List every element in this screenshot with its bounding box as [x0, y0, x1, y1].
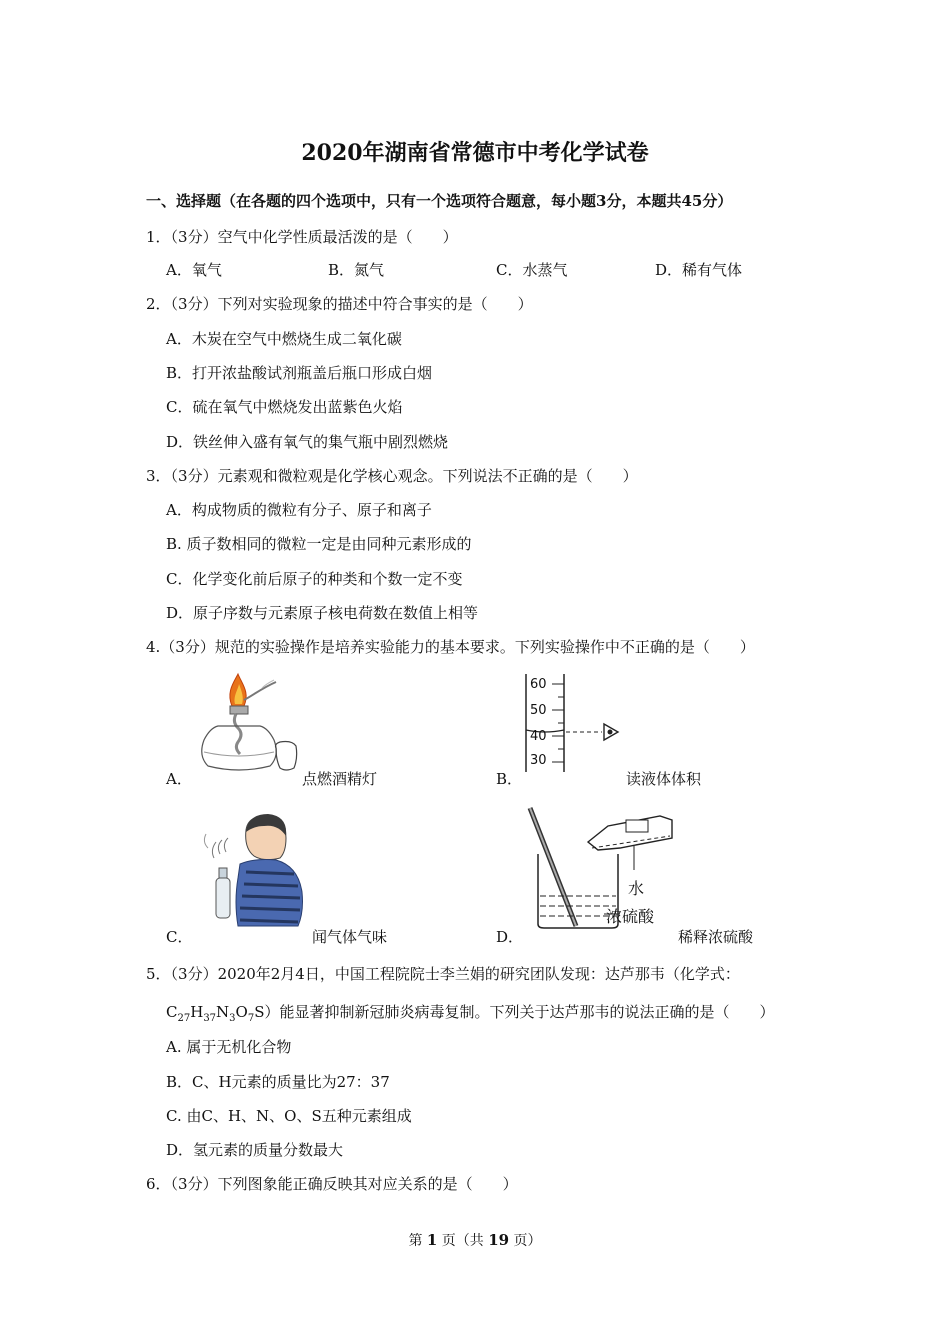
darunavir-formula: $C_{27}H_{37}N_3O_7S$ — [166, 1003, 265, 1024]
question-1-option-c: C．水蒸气 — [496, 261, 568, 279]
question-5-stem-line-2: $C_{27}H_{37}N_3O_7S$）能显著抑制新冠肺炎病毒复制。下列关于达芦那韦的说法正确的是（ ） — [166, 1003, 775, 1024]
cylinder-tick-60: 60 — [530, 677, 547, 692]
page-footer: 第 1 页（共 19 页） — [408, 1231, 542, 1249]
question-4-option-d-caption: 稀释浓硫酸 — [678, 928, 754, 946]
question-1-option-a: A．氧气 — [166, 261, 222, 279]
section-heading: 一、选择题（在各题的四个选项中，只有一个选项符合题意，每小题3分，本题共45分） — [146, 192, 733, 210]
dilute-acid-figure — [520, 806, 680, 930]
question-5-option-a: A. 属于无机化合物 — [166, 1038, 292, 1056]
question-2-option-a: A．木炭在空气中燃烧生成二氧化碳 — [166, 330, 402, 348]
question-3-option-a: A．构成物质的微粒有分子、原子和离子 — [166, 501, 432, 519]
question-4-option-b-caption: 读液体体积 — [626, 770, 702, 788]
question-1-stem: 1．（3分）空气中化学性质最活泼的是（ ） — [146, 228, 458, 246]
cylinder-tick-40: 40 — [530, 729, 547, 744]
page-total: 19 — [488, 1231, 510, 1249]
question-5-stem: 5．（3分）2020年2月4日，中国工程院院士李兰娟的研究团队发现：达芦那韦（化学式： — [146, 965, 740, 983]
question-4-option-c-letter: C． — [166, 928, 193, 946]
page-title: 2020年湖南省常德市中考化学试卷 — [301, 140, 649, 166]
question-1-option-b: B．氮气 — [328, 261, 385, 279]
question-2-option-c: C．硫在氧气中燃烧发出蓝紫色火焰 — [166, 398, 403, 416]
cylinder-tick-30: 30 — [530, 753, 547, 768]
question-4-option-a-caption: 点燃酒精灯 — [302, 770, 378, 788]
question-5-option-c: C. 由C、H、N、O、S五种元素组成 — [166, 1107, 412, 1125]
question-3-option-c: C．化学变化前后原子的种类和个数一定不变 — [166, 570, 463, 588]
alcohol-lamp-figure — [190, 670, 302, 778]
question-2-stem: 2．（3分）下列对实验现象的描述中符合事实的是（ ） — [146, 295, 533, 313]
label-water: 水 — [628, 879, 645, 898]
question-3-option-d: D．原子序数与元素原子核电荷数在数值上相等 — [166, 604, 479, 622]
graduated-cylinder-figure — [522, 672, 634, 776]
cylinder-tick-50: 50 — [530, 703, 547, 718]
question-4-option-a-letter: A． — [166, 770, 192, 788]
question-2-option-b: B．打开浓盐酸试剂瓶盖后瓶口形成白烟 — [166, 364, 433, 382]
question-4-option-c-caption: 闻气体气味 — [312, 928, 388, 946]
smell-gas-figure — [194, 812, 312, 928]
question-4-stem: 4.（3分）规范的实验操作是培养实验能力的基本要求。下列实验操作中不正确的是（ ） — [146, 638, 755, 656]
question-6-stem: 6．（3分）下列图象能正确反映其对应关系的是（ ） — [146, 1175, 518, 1193]
question-5-option-b: B．C、H元素的质量比为27：37 — [166, 1073, 390, 1091]
question-4-option-d-letter: D． — [496, 928, 524, 946]
question-5-option-d: D．氢元素的质量分数最大 — [166, 1141, 344, 1159]
question-4-option-b-letter: B． — [496, 770, 523, 788]
question-1-option-d: D．稀有气体 — [655, 261, 743, 279]
question-3-option-b: B. 质子数相同的微粒一定是由同种元素形成的 — [166, 535, 472, 553]
question-3-stem: 3．（3分）元素观和微粒观是化学核心观念。下列说法不正确的是（ ） — [146, 467, 638, 485]
question-2-option-d: D．铁丝伸入盛有氧气的集气瓶中剧烈燃烧 — [166, 433, 449, 451]
page-number: 1 — [426, 1231, 438, 1249]
label-concentrated-acid: 浓硫酸 — [606, 907, 655, 926]
